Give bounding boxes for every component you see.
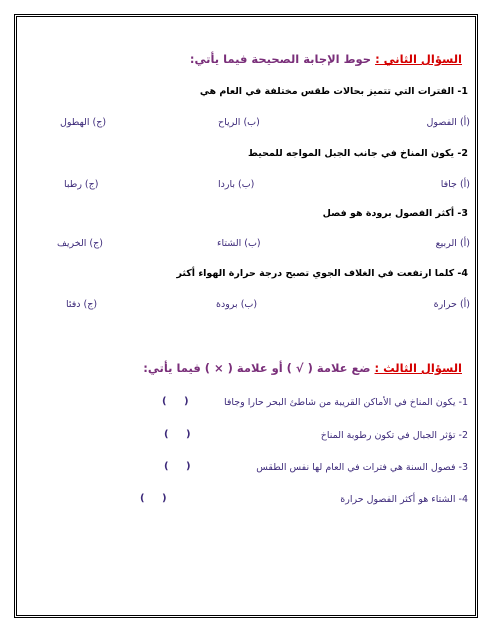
q4-option-b[interactable]: (ب) برودة — [216, 299, 258, 310]
q2-option-c[interactable]: (ج) رطبا — [64, 179, 99, 190]
question-1: 1- الفترات التي تتميز بحالات طقس مختلفة في العام هي — [199, 86, 468, 97]
q4-option-c[interactable]: (ج) دفئا — [66, 299, 98, 310]
section2-heading-rest: حوط الإجابة الصحيحة فيما يأتي: — [189, 52, 376, 66]
answer-blank-1[interactable]: ( ) — [162, 396, 189, 407]
q3-option-c[interactable]: (ج) الخريف — [57, 238, 103, 249]
q1-option-b[interactable]: (ب) الرياح — [218, 117, 260, 128]
page-border — [14, 14, 478, 618]
statement-2: 2- تؤثر الجبال في تكون رطوبة المناخ — [320, 430, 468, 441]
answer-blank-3[interactable]: ( ) — [164, 461, 191, 472]
section3-heading-rest: ضع علامة ( √ ) أو علامة ( × ) فيما يأتي: — [143, 361, 375, 375]
q2-option-a[interactable]: (أ) جافا — [440, 179, 470, 190]
question-2: 2- يكون المناخ في جانب الجبل المواجه للمحيط — [248, 148, 468, 159]
section2-heading-lead: السؤال الثاني : — [375, 52, 462, 66]
section2-heading — [190, 52, 462, 66]
q3-option-b[interactable]: (ب) الشتاء — [217, 238, 261, 249]
q3-option-a[interactable]: (أ) الربيع — [435, 238, 470, 249]
q4-option-a[interactable]: (أ) حرارة — [433, 299, 470, 310]
question-3: 3- أكثر الفصول برودة هو فصل — [322, 208, 468, 219]
question-4: 4- كلما ارتفعت في الغلاف الجوي تصبح درجة حرارة الهواء أكثر — [176, 268, 468, 279]
answer-blank-4[interactable]: ( ) — [140, 493, 167, 504]
section3-heading — [143, 361, 462, 375]
statement-4: 4- الشتاء هو أكثر الفصول حرارة — [340, 494, 468, 505]
q1-option-c[interactable]: (ج) الهطول — [60, 117, 107, 128]
statement-3: 3- فصول السنة هي فترات في العام لها نفس الطقس — [256, 462, 468, 473]
q2-option-b[interactable]: (ب) باردا — [218, 179, 255, 190]
section3-heading-lead: السؤال الثالث : — [374, 361, 462, 375]
q1-option-a[interactable]: (أ) الفصول — [426, 117, 470, 128]
answer-blank-2[interactable]: ( ) — [164, 429, 191, 440]
statement-1: 1- يكون المناخ في الأماكن القريبة من شاطئ البحر حارا وجافا — [223, 397, 468, 408]
